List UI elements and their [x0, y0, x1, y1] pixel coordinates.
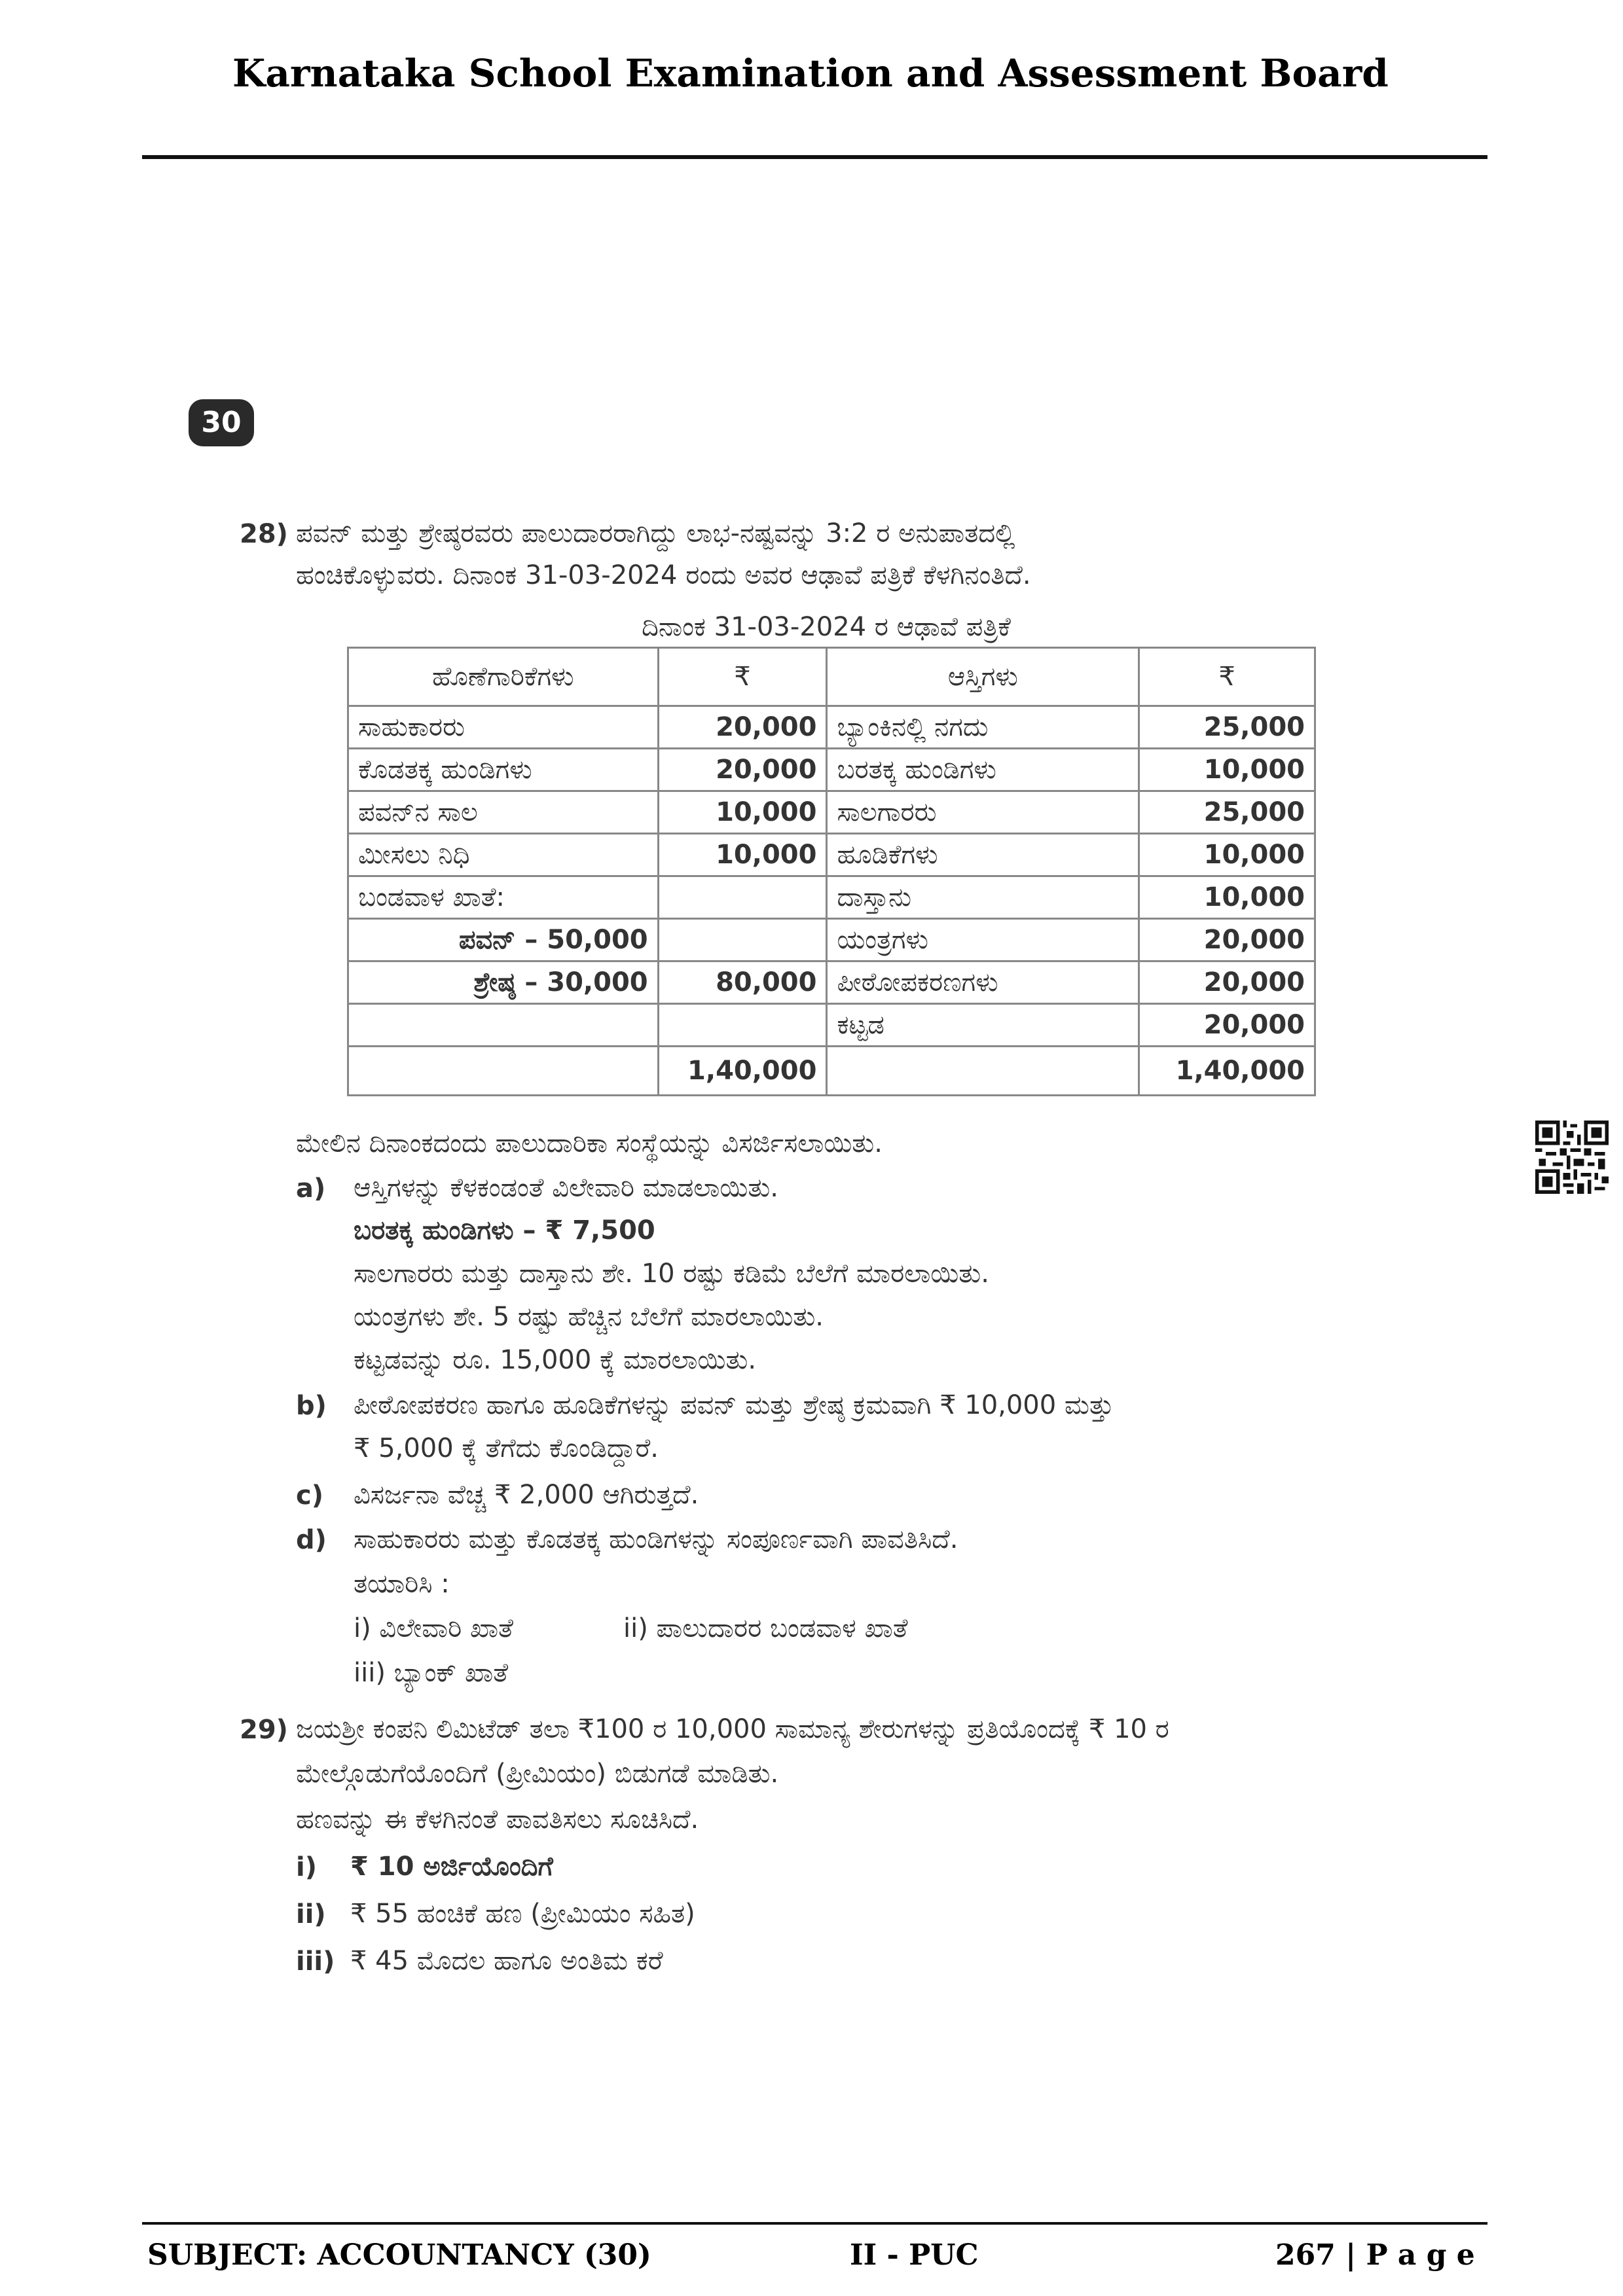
- liability-amount: 80,000: [658, 961, 827, 1004]
- asset-amount: 25,000: [1139, 706, 1315, 749]
- q29-item-label: i): [296, 1852, 317, 1882]
- header-divider: [142, 155, 1487, 159]
- asset-name: ಹೂಡಿಕೆಗಳು: [827, 834, 1139, 876]
- sub-a-line: ಆಸ್ತಿಗಳನ್ನು ಕೆಳಕಂಡಂತೆ ವಿಲೇವಾರಿ ಮಾಡಲಾಯಿತು.: [354, 1173, 778, 1203]
- question-29-line3: ಹಣವನ್ನು ಈ ಕೆಳಗಿನಂತೆ ಪಾವತಿಸಲು ಸೂಚಿಸಿದೆ.: [296, 1804, 699, 1835]
- table-row: [348, 834, 1315, 876]
- q29-item-text: ₹ 45 ಮೊದಲ ಹಾಗೂ ಅಂತಿಮ ಕರೆ: [350, 1946, 663, 1976]
- sub-c-line: ವಿಸರ್ಜನಾ ವೆಚ್ಚ ₹ 2,000 ಆಗಿರುತ್ತದೆ.: [354, 1480, 699, 1510]
- footer-divider: [142, 2222, 1487, 2225]
- asset-amount: 10,000: [1139, 876, 1315, 919]
- total-blank: [827, 1047, 1139, 1096]
- q29-item-label: ii): [296, 1899, 326, 1929]
- table-row: [348, 961, 1315, 1004]
- question-29-number: 29): [240, 1715, 288, 1745]
- sub-a-line: ಕಟ್ಟಡವನ್ನು ರೂ. 15,000 ಕ್ಕೆ ಮಾರಲಾಯಿತು.: [354, 1345, 757, 1375]
- question-28-intro-line1: ಪವನ್ ಮತ್ತು ಶ್ರೇಷ್ಠರವರು ಪಾಲುದಾರರಾಗಿದ್ದು ಲಾಭ-ನಷ್ಟವನ್ನು 3:2 ರ ಅನುಪಾತದಲ್ಲಿ: [296, 518, 1015, 548]
- table-row: [348, 706, 1315, 749]
- prepare-item-iii: iii) ಬ್ಯಾಂಕ್ ಖಾತೆ: [354, 1658, 509, 1688]
- header-rupee: ₹: [1139, 648, 1315, 706]
- asset-amount: 25,000: [1139, 791, 1315, 834]
- balance-sheet-title: ದಿನಾಂಕ 31-03-2024 ರ ಆಢಾವೆ ಪತ್ರಿಕೆ: [642, 612, 1011, 642]
- asset-name: ಯಂತ್ರಗಳು: [827, 919, 1139, 961]
- question-28-number: 28): [240, 519, 288, 549]
- asset-name: ಬ್ಯಾಂಕಿನಲ್ಲಿ ನಗದು: [827, 706, 1139, 749]
- sub-a-line: ಬರತಕ್ಕ ಹುಂಡಿಗಳು – ₹ 7,500: [354, 1215, 655, 1246]
- question-29-line2: ಮೇಲ್ಗೊಡುಗೆಯೊಂದಿಗೆ (ಪ್ರೀಮಿಯಂ) ಬಿಡುಗಡೆ ಮಾಡಿತು.: [296, 1759, 779, 1789]
- sub-b-line2: ₹ 5,000 ಕ್ಕೆ ತೆಗೆದು ಕೊಂಡಿದ್ದಾರೆ.: [354, 1433, 659, 1463]
- prepare-label: ತಯಾರಿಸಿ :: [354, 1569, 450, 1599]
- total-assets: 1,40,000: [1139, 1047, 1315, 1096]
- asset-name: ಪೀಠೋಪಕರಣಗಳು: [827, 961, 1139, 1004]
- footer-page-number: 267 | P a g e: [1275, 2238, 1475, 2272]
- sub-d-line: ಸಾಹುಕಾರರು ಮತ್ತು ಕೊಡತಕ್ಕ ಹುಂಡಿಗಳನ್ನು ಸಂಪೂರ್ಣವಾಗಿ ಪಾವತಿಸಿದೆ.: [354, 1524, 958, 1554]
- table-header-row: [348, 648, 1315, 706]
- sub-label-d: d): [296, 1525, 327, 1555]
- q29-item-text: ₹ 55 ಹಂಚಿಕೆ ಹಣ (ಪ್ರೀಮಿಯಂ ಸಹಿತ): [350, 1899, 695, 1929]
- asset-amount: 10,000: [1139, 749, 1315, 791]
- question-28-intro-line2: ಹಂಚಿಕೊಳ್ಳುವರು. ದಿನಾಂಕ 31-03-2024 ರಂದು ಅವರ ಆಢಾವೆ ಪತ್ರಿಕೆ ಕೆಳಗಿನಂತಿದೆ.: [296, 560, 1031, 590]
- asset-amount: 20,000: [1139, 1004, 1315, 1047]
- liability-name: ಸಾಹುಕಾರರು: [348, 706, 659, 749]
- liability-name: ಕೊಡತಕ್ಕ ಹುಂಡಿಗಳು: [348, 749, 659, 791]
- liability-amount: 10,000: [658, 791, 827, 834]
- header-assets: ಆಸ್ತಿಗಳು: [827, 648, 1139, 706]
- footer-subject: SUBJECT: ACCOUNTANCY (30): [147, 2238, 651, 2272]
- total-liabilities: 1,40,000: [658, 1047, 827, 1096]
- liability-name: [348, 1004, 659, 1047]
- prepare-item-ii: ii) ಪಾಲುದಾರರ ಬಂಡವಾಳ ಖಾತೆ: [623, 1613, 908, 1643]
- dissolution-statement: ಮೇಲಿನ ದಿನಾಂಕದಂದು ಪಾಲುದಾರಿಕಾ ಸಂಸ್ಥೆಯನ್ನು ವಿಸರ್ಜಿಸಲಾಯಿತು.: [296, 1128, 883, 1158]
- header-rupee: ₹: [658, 648, 827, 706]
- asset-name: ಬರತಕ್ಕ ಹುಂಡಿಗಳು: [827, 749, 1139, 791]
- table-row: [348, 749, 1315, 791]
- q29-item-label: iii): [296, 1946, 335, 1977]
- asset-name: ಕಟ್ಟಡ: [827, 1004, 1139, 1047]
- question-29-line1: ಜಯಶ್ರೀ ಕಂಪನಿ ಲಿಮಿಟೆಡ್ ತಲಾ ₹100 ರ 10,000 ಸಾಮಾನ್ಯ ಶೇರುಗಳನ್ನು ಪ್ರತಿಯೊಂದಕ್ಕೆ ₹ 10 ರ: [296, 1714, 1169, 1744]
- prepare-item-i: i) ವಿಲೇವಾರಿ ಖಾತೆ: [354, 1613, 513, 1643]
- liability-name: ಮೀಸಲು ನಿಧಿ: [348, 834, 659, 876]
- table-total-row: [348, 1047, 1315, 1096]
- sub-label-c: c): [296, 1480, 323, 1511]
- sub-a-line: ಸಾಲಗಾರರು ಮತ್ತು ದಾಸ್ತಾನು ಶೇ. 10 ರಷ್ಟು ಕಡಿಮೆ ಬೆಲೆಗೆ ಮಾರಲಾಯಿತು.: [354, 1259, 989, 1289]
- asset-name: ಸಾಲಗಾರರು: [827, 791, 1139, 834]
- paper-number-badge: 30: [189, 399, 254, 446]
- sub-label-b: b): [296, 1391, 327, 1421]
- liability-name: ಪವನ್‌ನ ಸಾಲ: [348, 791, 659, 834]
- liability-amount: 10,000: [658, 834, 827, 876]
- liability-amount: [658, 1004, 827, 1047]
- liability-amount: [658, 876, 827, 919]
- q29-item-text: ₹ 10 ಅರ್ಜಿಯೊಂದಿಗೆ: [350, 1852, 553, 1882]
- table-row: [348, 1004, 1315, 1047]
- footer-class: II - PUC: [850, 2238, 979, 2272]
- asset-name: ದಾಸ್ತಾನು: [827, 876, 1139, 919]
- liability-name: ಬಂಡವಾಳ ಖಾತೆ:: [348, 876, 659, 919]
- total-blank: [348, 1047, 659, 1096]
- sub-a-line: ಯಂತ್ರಗಳು ಶೇ. 5 ರಷ್ಟು ಹೆಚ್ಚಿನ ಬೆಲೆಗೆ ಮಾರಲಾಯಿತು.: [354, 1302, 824, 1332]
- liability-amount: 20,000: [658, 706, 827, 749]
- table-row: [348, 791, 1315, 834]
- asset-amount: 20,000: [1139, 961, 1315, 1004]
- balance-sheet-table: [347, 647, 1316, 1096]
- liability-amount: 20,000: [658, 749, 827, 791]
- sub-b-line1: ಪೀಠೋಪಕರಣ ಹಾಗೂ ಹೂಡಿಕೆಗಳನ್ನು ಪವನ್ ಮತ್ತು ಶ್ರೇಷ್ಠ ಕ್ರಮವಾಗಿ ₹ 10,000 ಮತ್ತು: [354, 1390, 1114, 1420]
- header-liabilities: ಹೊಣೆಗಾರಿಕೆಗಳು: [348, 648, 659, 706]
- capital-shreshta: ಶ್ರೇಷ್ಠ – 30,000: [348, 961, 659, 1004]
- capital-pavan: ಪವನ್ – 50,000: [348, 919, 659, 961]
- qr-code-icon: [1535, 1121, 1609, 1194]
- table-row: [348, 876, 1315, 919]
- board-title: Karnataka School Examination and Assessment Board: [232, 51, 1389, 96]
- asset-amount: 20,000: [1139, 919, 1315, 961]
- liability-amount: [658, 919, 827, 961]
- table-row: [348, 919, 1315, 961]
- sub-label-a: a): [296, 1174, 326, 1204]
- asset-amount: 10,000: [1139, 834, 1315, 876]
